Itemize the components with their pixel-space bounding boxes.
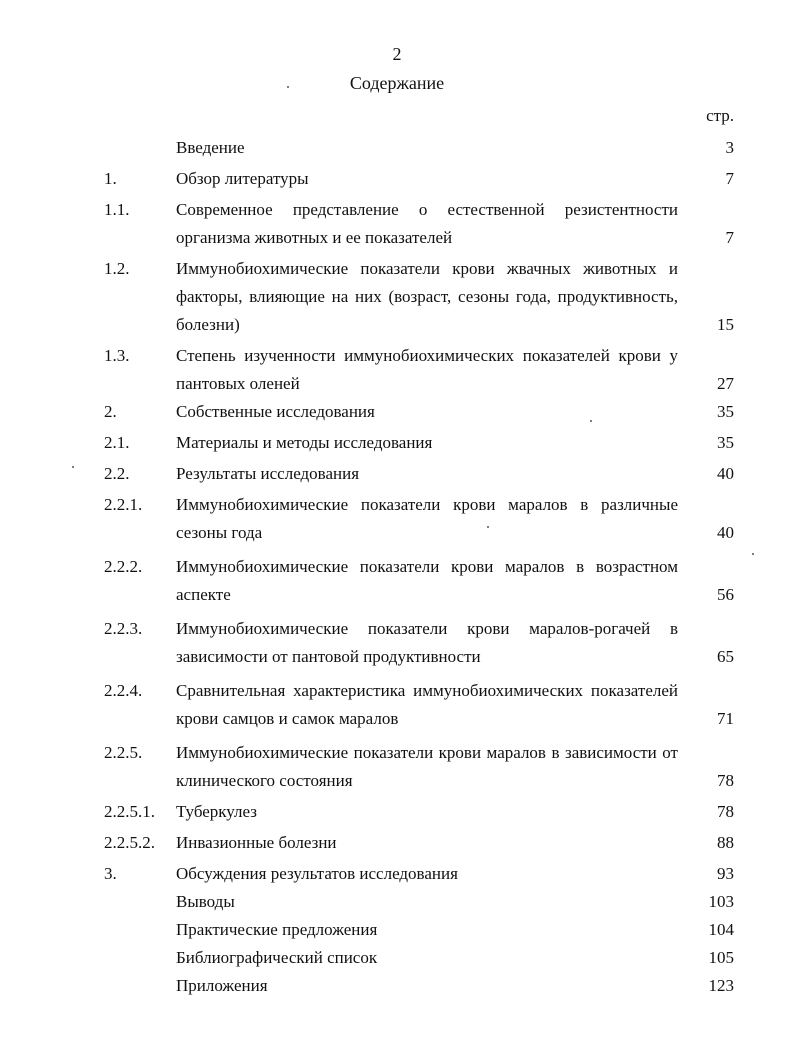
toc-entry-number: 1.2. xyxy=(104,259,130,278)
toc-entry xyxy=(104,398,734,426)
toc-entry xyxy=(104,134,734,162)
toc-entry-page: 40 xyxy=(717,523,734,542)
table-of-contents xyxy=(104,134,734,1000)
toc-entry-number xyxy=(104,916,176,944)
toc-entry-title: Введение xyxy=(176,138,245,157)
toc-entry xyxy=(104,196,734,252)
toc-entry-page: 15 xyxy=(717,315,734,334)
toc-entry-title: Иммунобиохимические показатели крови жвачных животных и факторы, влияющие на них (возраст, сезоны года, продуктивность, болезни) xyxy=(176,259,678,334)
toc-entry-page: 35 xyxy=(717,402,734,421)
toc-entry-number: 2.2.1. xyxy=(104,495,143,514)
toc-entry-title: Инвазионные болезни xyxy=(176,833,337,852)
toc-entry-page: 105 xyxy=(708,948,734,967)
toc-entry-number: 2.2.3. xyxy=(104,619,143,638)
toc-entry-title: Материалы и методы исследования xyxy=(176,433,433,452)
toc-entry-title: Туберкулез xyxy=(176,802,258,821)
toc-entry xyxy=(104,944,734,972)
toc-entry-title: Библиографический список xyxy=(176,948,378,967)
toc-entry-title: Собственные исследования xyxy=(176,402,375,421)
toc-entry-title: Практические предложения xyxy=(176,920,378,939)
toc-entry-page: 123 xyxy=(708,976,734,995)
page-column-label: стр. xyxy=(706,106,734,125)
toc-entry xyxy=(104,829,734,857)
toc-entry xyxy=(104,860,734,888)
toc-entry-number: 2.2.5. xyxy=(104,743,143,762)
toc-entry-title: Обсуждения результатов исследования xyxy=(176,864,458,883)
toc-entry-page: 78 xyxy=(717,771,734,790)
toc-entry-page: 78 xyxy=(717,802,734,821)
toc-entry-number: 2.2.2. xyxy=(104,557,143,576)
toc-entry-page: 56 xyxy=(717,585,734,604)
toc-entry-number xyxy=(104,134,176,162)
toc-entry-title: Современное представление о естественной резистентности организма животных и ее показателей xyxy=(176,200,678,247)
toc-entry xyxy=(104,342,734,398)
toc-entry-title: Иммунобиохимические показатели крови маралов в возрастном аспекте xyxy=(176,557,678,604)
toc-entry-number: 2.2.5.1. xyxy=(104,802,155,821)
toc-entry xyxy=(104,677,734,733)
scan-speck xyxy=(487,526,489,528)
toc-entry-page: 27 xyxy=(717,374,734,393)
scan-speck xyxy=(752,553,754,555)
toc-entry-number: 1.3. xyxy=(104,346,130,365)
toc-entry-number: 2.2.4. xyxy=(104,681,143,700)
toc-entry xyxy=(104,739,734,795)
toc-entry xyxy=(104,916,734,944)
toc-entry-title: Иммунобиохимические показатели крови маралов-рогачей в зависимости от пантовой продуктивности xyxy=(176,619,678,666)
toc-entry xyxy=(104,798,734,826)
toc-entry-number xyxy=(104,972,176,1000)
toc-entry-title: Иммунобиохимические показатели крови маралов в различные сезоны года xyxy=(176,495,678,542)
toc-entry-page: 40 xyxy=(717,464,734,483)
scan-speck xyxy=(287,86,289,88)
toc-entry-page: 7 xyxy=(725,228,734,247)
toc-heading: Содержание xyxy=(349,73,445,93)
toc-entry-number: 3. xyxy=(104,864,117,883)
toc-entry xyxy=(104,255,734,339)
toc-entry-page: 88 xyxy=(717,833,734,852)
toc-entry xyxy=(104,972,734,1000)
toc-entry-page: 35 xyxy=(717,433,734,452)
toc-entry-page: 65 xyxy=(717,647,734,666)
toc-entry-title: Иммунобиохимические показатели крови маралов в зависимости от клинического состояния xyxy=(176,743,678,790)
toc-entry-number: 1.1. xyxy=(104,200,130,219)
toc-entry-number: 2.2. xyxy=(104,464,130,483)
toc-entry-page: 104 xyxy=(708,920,734,939)
toc-entry xyxy=(104,429,734,457)
toc-entry-page: 93 xyxy=(717,864,734,883)
scan-speck xyxy=(590,420,592,422)
toc-entry-page: 71 xyxy=(717,709,734,728)
toc-entry xyxy=(104,165,734,193)
toc-entry-number: 1. xyxy=(104,169,117,188)
toc-entry-number: 2. xyxy=(104,402,117,421)
page-number: 2 xyxy=(392,44,402,64)
toc-entry-page: 3 xyxy=(725,138,734,157)
toc-entry-page: 7 xyxy=(725,169,734,188)
toc-entry xyxy=(104,615,734,671)
toc-entry-number xyxy=(104,944,176,972)
toc-entry-title: Степень изученности иммунобиохимических показателей крови у пантовых оленей xyxy=(176,346,678,393)
toc-entry-number xyxy=(104,888,176,916)
toc-entry-title: Сравнительная характеристика иммунобиохимических показателей крови самцов и самок маралов xyxy=(176,681,678,728)
toc-entry xyxy=(104,460,734,488)
toc-entry-number: 2.1. xyxy=(104,433,130,452)
toc-entry xyxy=(104,491,734,547)
toc-entry-page: 103 xyxy=(708,892,734,911)
toc-entry-title: Результаты исследования xyxy=(176,464,360,483)
toc-entry xyxy=(104,553,734,609)
toc-entry xyxy=(104,888,734,916)
scan-speck xyxy=(72,466,74,468)
toc-entry-title: Приложения xyxy=(176,976,268,995)
toc-entry-number: 2.2.5.2. xyxy=(104,833,155,852)
toc-entry-title: Обзор литературы xyxy=(176,169,309,188)
toc-entry-title: Выводы xyxy=(176,892,235,911)
